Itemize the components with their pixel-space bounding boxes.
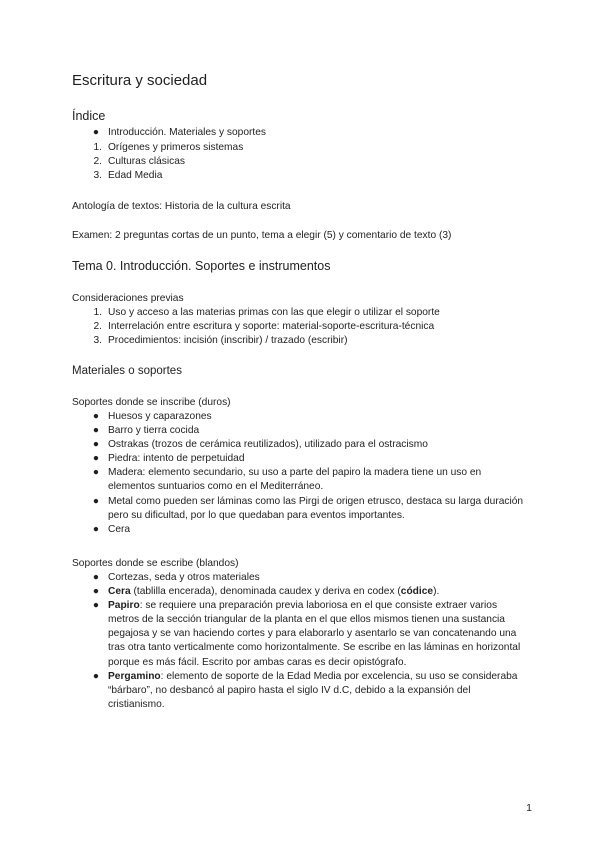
list-item: 1. Orígenes y primeros sistemas (93, 142, 244, 153)
list-item: 3. Edad Media (93, 170, 163, 182)
list-item: ● Metal como pueden ser láminas como las Pirgi de origen etrusco, destaca su larga duración pero su dificultad, por lo que quedaban para eventos importantes. (108, 495, 526, 523)
antologia-text: Antología de textos: Historia de la cultura escrita (72, 201, 291, 212)
list-item: ● Barro y tierra cocida (108, 424, 526, 438)
page-number: 1 (526, 802, 532, 814)
list-item: ● Cera (tablilla encerada), denominada caudex y deriva en codex (códice). (108, 585, 526, 599)
indice-numbered-list (93, 141, 244, 183)
list-item: ● Pergamino: elemento de soporte de la Edad Media por excelencia, su uso se consideraba “bárbaro”, no desbancó al papiro hasta el siglo IV d.C, debido a la expansión del cristianismo. (108, 670, 526, 712)
bullet-icon: ● (92, 600, 100, 612)
list-item: 3. Procedimientos: incisión (inscribir) / trazado (escribir) (93, 335, 348, 347)
bullet-icon: ● (92, 572, 100, 583)
indice-heading: Índice (72, 109, 106, 123)
list-item: 2. Culturas clásicas (93, 156, 185, 168)
bullet-icon: ● (92, 670, 100, 682)
document-title: Escritura y sociedad (72, 72, 208, 89)
list-item: ● Cortezas, seda y otros materiales (108, 571, 526, 585)
materiales-heading: Materiales o soportes (72, 365, 182, 377)
list-item: ● Cera (108, 523, 526, 537)
tema0-heading: Tema 0. Introducción. Soportes e instrumentos (72, 259, 331, 273)
list-item: ● Ostrakas (trozos de cerámica reutilizados), utilizado para el ostracismo (108, 438, 526, 452)
list-item: ● Huesos y caparazones (108, 410, 526, 424)
bullet-icon: ● (92, 523, 100, 535)
list-item: ● Piedra: intento de perpetuidad (108, 452, 526, 466)
list-item: ● Introducción. Materiales y soportes (108, 126, 266, 140)
examen-text: Examen: 2 preguntas cortas de un punto, tema a elegir (5) y comentario de texto (3) (72, 230, 452, 241)
consideraciones-label: Consideraciones previas (72, 293, 184, 304)
bullet-icon: ● (92, 439, 100, 451)
duros-list (92, 410, 526, 537)
list-item: ● Madera: elemento secundario, su uso a parte del papiro la madera tiene un uso en elementos suntuarios como en el Mediterráneo. (108, 466, 526, 494)
blandos-list (92, 571, 526, 712)
list-item: 2. Interrelación entre escritura y soporte: material-soporte-escritura-técnica (93, 321, 435, 333)
bullet-icon: ● (92, 586, 100, 598)
bullet-icon: ● (92, 467, 100, 479)
list-item: ● Papiro: se requiere una preparación previa laboriosa en el que consiste extraer varios metros de la sección triangular de la planta en el que ellos mismos tienen una sustancia pegajosa y se van haciendo cortes y para elaborarlo y asentarlo se van concatenando una tras otra tanto verticalmente como horizontalmente. Se escribe en las láminas en horizontal porque es más fácil. Escrito por ambas caras es decir opistógrafo. (108, 599, 526, 669)
bullet-icon: ● (92, 411, 100, 422)
consideraciones-list (93, 306, 440, 348)
list-item: 1. Uso y acceso a las materias primas con las que elegir o utilizar el soporte (93, 307, 440, 318)
bullet-icon: ● (92, 495, 100, 507)
blandos-label: Soportes donde se escribe (blandos) (72, 558, 239, 569)
bullet-icon: ● (92, 453, 100, 465)
indice-bullet-list (92, 126, 266, 140)
duros-label: Soportes donde se inscribe (duros) (72, 397, 231, 408)
bullet-icon: ● (92, 127, 100, 138)
bullet-icon: ● (92, 425, 100, 437)
